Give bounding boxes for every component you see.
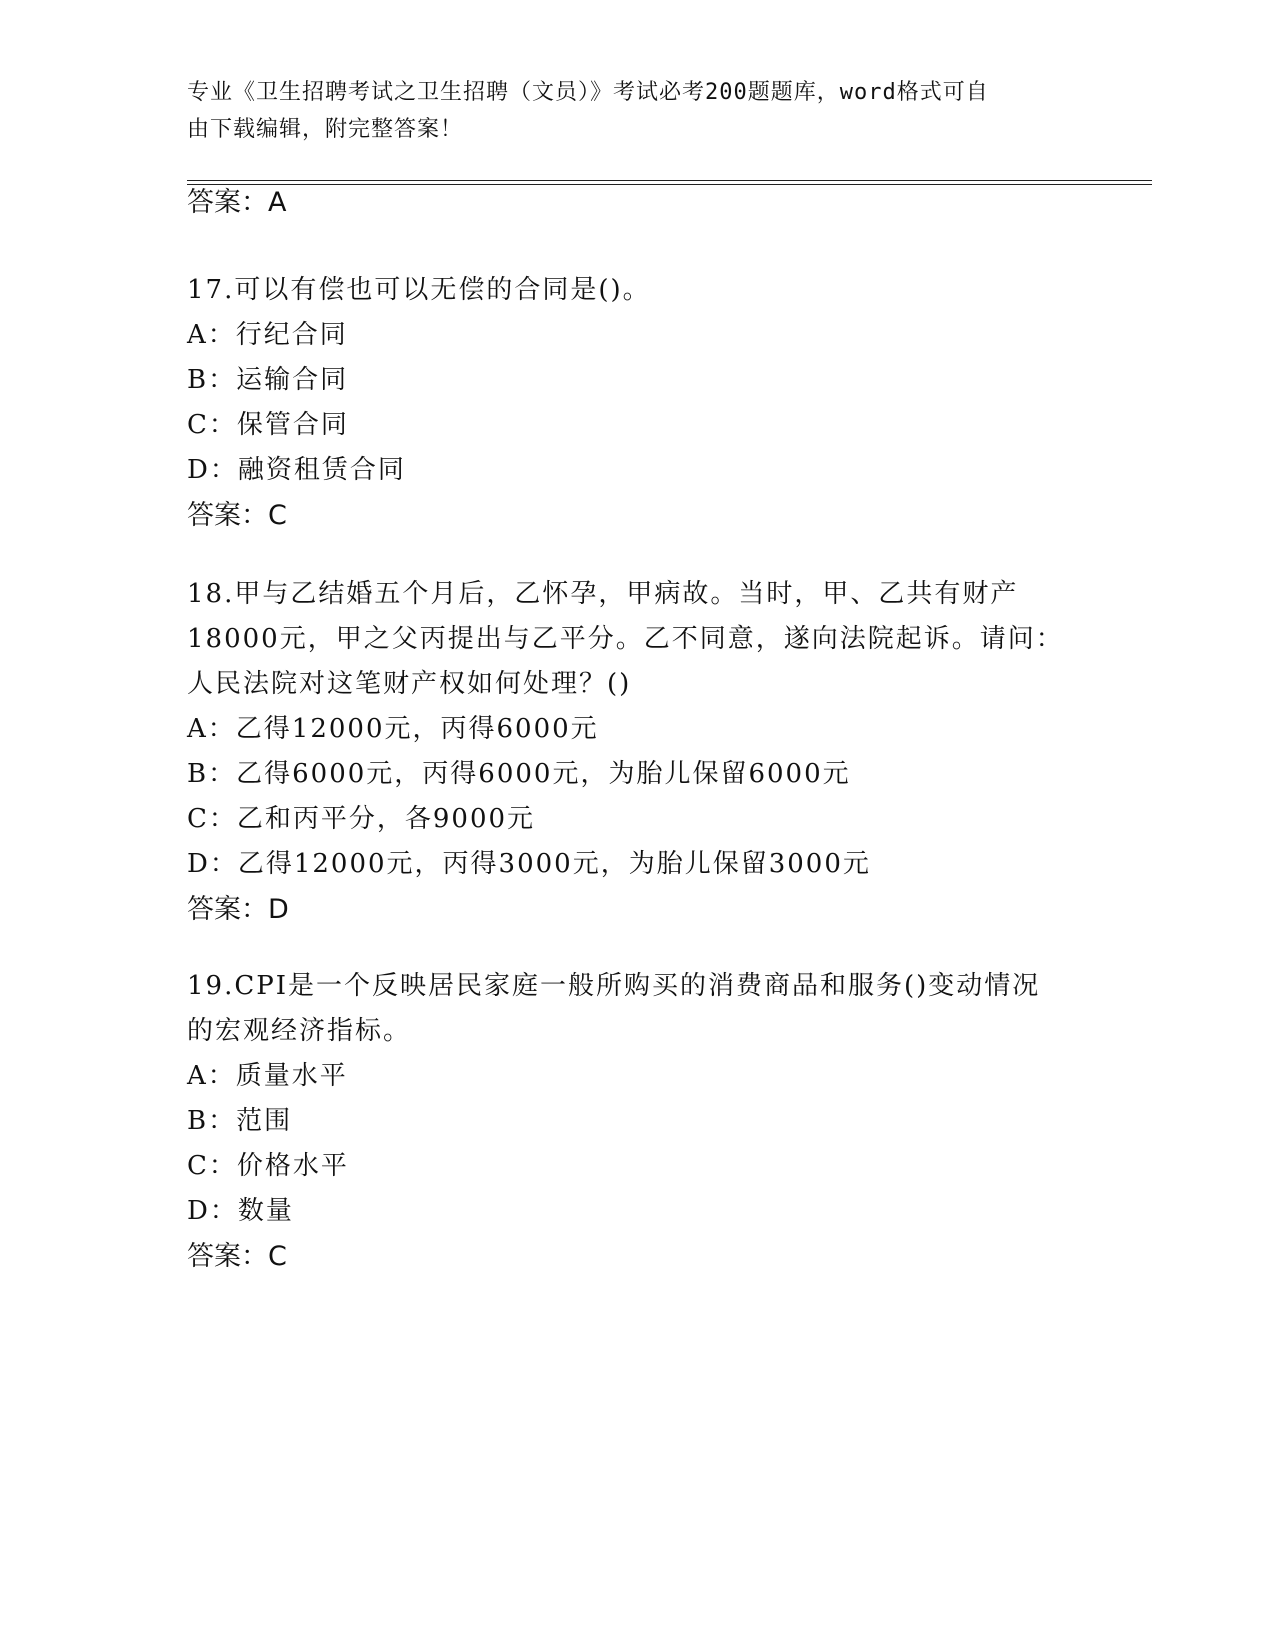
question-19 (187, 964, 1087, 1279)
document-header (187, 74, 1067, 148)
question-stem: 17.可以有偿也可以无偿的合同是()。 (187, 275, 651, 305)
option-c: C：价格水平 (187, 1151, 349, 1181)
question-17 (187, 268, 1087, 538)
answer: 答案：D (187, 894, 289, 925)
header-divider-bottom (187, 184, 1152, 185)
question-stem-line-1: 18.甲与乙结婚五个月后，乙怀孕，甲病故。当时，甲、乙共有财产 (187, 579, 1019, 609)
option-d: D：数量 (187, 1196, 294, 1226)
answer: 答案：C (187, 500, 287, 531)
option-b: B：范围 (187, 1106, 293, 1136)
option-a: A：行纪合同 (187, 320, 348, 350)
option-d: D：乙得12000元，丙得3000元，为胎儿保留3000元 (187, 849, 871, 879)
question-stem-line-3: 人民法院对这笔财产权如何处理？() (187, 669, 632, 699)
option-c: C：保管合同 (187, 410, 349, 440)
option-d: D：融资租赁合同 (187, 455, 406, 485)
option-a: A：质量水平 (187, 1061, 348, 1091)
option-a: A：乙得12000元，丙得6000元 (187, 714, 599, 744)
question-stem-line-2: 18000元，甲之父丙提出与乙平分。乙不同意，遂向法院起诉。请问： (187, 624, 1064, 654)
header-line-1: 专业《卫生招聘考试之卫生招聘（文员）》考试必考200题题库，word格式可自 (187, 80, 989, 105)
option-b: B：运输合同 (187, 365, 349, 395)
header-divider-top (187, 180, 1152, 181)
question-stem-line-2: 的宏观经济指标。 (187, 1016, 412, 1046)
previous-answer: 答案：A (187, 187, 287, 218)
option-c: C：乙和丙平分，各9000元 (187, 804, 536, 834)
answer: 答案：C (187, 1241, 287, 1272)
question-18 (187, 572, 1087, 932)
header-line-2: 由下载编辑，附完整答案！ (187, 117, 464, 142)
option-b: B：乙得6000元，丙得6000元，为胎儿保留6000元 (187, 759, 851, 789)
question-stem-line-1: 19.CPI是一个反映居民家庭一般所购买的消费商品和服务()变动情况 (187, 971, 1041, 1001)
